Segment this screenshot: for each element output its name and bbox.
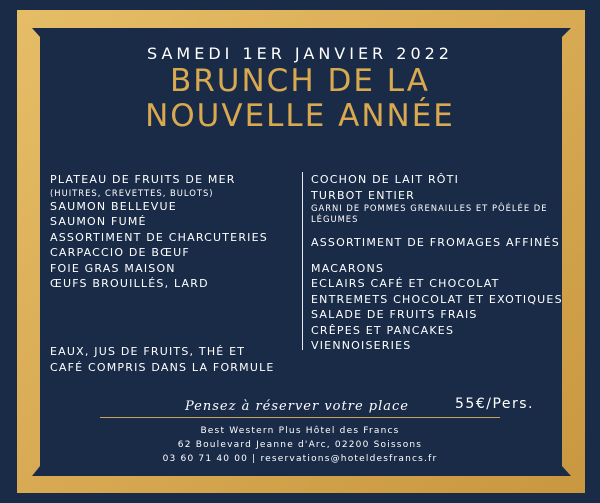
hotel-phone-email: 03 60 71 40 00 | reservations@hoteldesfrancs.fr — [162, 454, 438, 464]
menu-item: COCHON DE LAIT RÔTI — [311, 173, 460, 186]
menu-item: CRÊPES ET PANCAKES — [311, 323, 455, 337]
reservation-note: Pensez à réserver votre place — [185, 399, 409, 414]
price-per-person: 55€/Pers. — [455, 396, 534, 412]
drinks-line-1: EAUX, JUS DE FRUITS, THÉ ET — [50, 345, 246, 358]
menu-left-column — [50, 172, 268, 292]
hotel-address: 62 Boulevard Jeanne d'Arc, 02200 Soissons — [177, 440, 423, 450]
menu-item-detail: (HUITRES, CREVETTES, BULOTS) — [50, 187, 214, 198]
menu-item: SAUMON FUMÉ — [50, 215, 147, 228]
menu-item: PLATEAU DE FRUITS DE MER — [50, 173, 236, 186]
menu-item — [311, 251, 563, 261]
menu-item: FOIE GRAS MAISON — [50, 261, 176, 275]
hotel-name: Best Western Plus Hôtel des Francs — [200, 426, 400, 436]
hotel-contact — [0, 424, 600, 466]
event-date: SAMEDI 1ER JANVIER 2022 — [147, 44, 453, 63]
menu-item: ASSORTIMENT DE FROMAGES AFFINÉS — [311, 236, 560, 249]
menu-item: CARPACCIO DE BŒUF — [50, 246, 190, 259]
menu-item: SAUMON BELLEVUE — [50, 199, 177, 213]
drinks-line-2: CAFÉ COMPRIS DANS LA FORMULE — [50, 360, 275, 374]
menu-item: TURBOT ENTIER — [311, 188, 415, 202]
menu-item-detail: GARNI DE POMMES GRENAILLES ET PÔÉLÉE DE — [311, 203, 548, 213]
menu-item: SALADE DE FRUITS FRAIS — [311, 308, 478, 321]
menu-item: ASSORTIMENT DE CHARCUTERIES — [50, 230, 268, 244]
menu-right-column — [311, 172, 563, 354]
title-line-1: BRUNCH DE LA — [170, 63, 430, 99]
drinks-included — [50, 344, 275, 375]
menu-item: VIENNOISERIES — [311, 339, 412, 352]
gold-divider-line — [100, 417, 500, 418]
menu-item: ENTREMETS CHOCOLAT ET EXOTIQUES — [311, 292, 563, 306]
menu-item: ECLAIRS CAFÉ ET CHOCOLAT — [311, 277, 500, 290]
title-line-2: NOUVELLE ANNÉE — [145, 98, 455, 134]
menu-item: MACARONS — [311, 261, 385, 275]
menu-item — [311, 225, 563, 235]
menu-item: ŒUFS BROUILLÉS, LARD — [50, 277, 209, 290]
event-title — [0, 64, 600, 134]
menu-item-detail: LÉGUMES — [311, 214, 359, 224]
column-divider — [302, 172, 303, 350]
